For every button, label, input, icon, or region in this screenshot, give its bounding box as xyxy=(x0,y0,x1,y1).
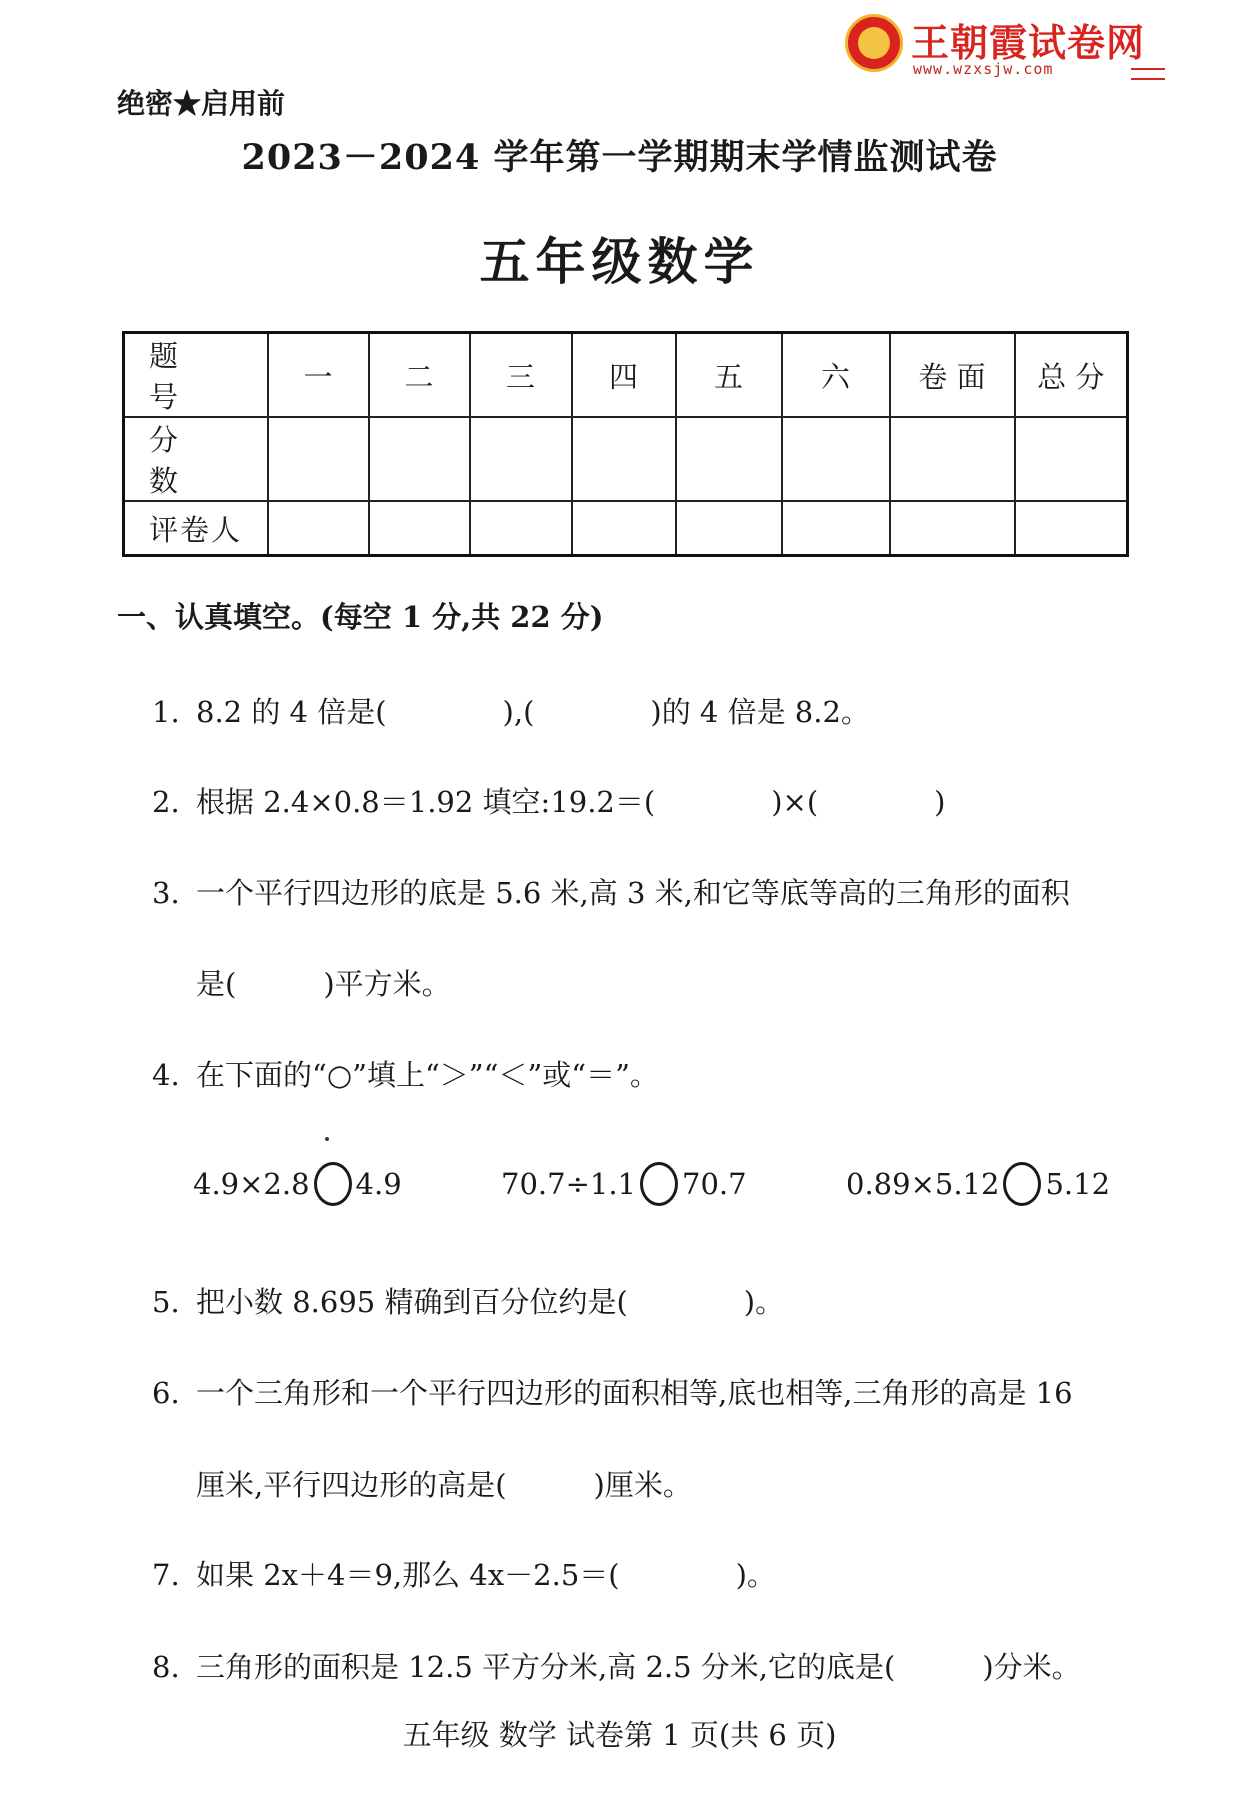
score-row xyxy=(124,417,1128,501)
score-cell[interactable] xyxy=(369,417,470,501)
header-cell: 一 xyxy=(268,333,369,418)
grader-cell[interactable] xyxy=(1015,501,1128,556)
header-cell: 总 分 xyxy=(1015,333,1128,418)
logo-badge-icon xyxy=(845,14,903,72)
score-cell[interactable] xyxy=(1015,417,1128,501)
header-cell: 六 xyxy=(782,333,890,418)
score-table-header-row xyxy=(124,333,1128,418)
compare-item xyxy=(501,1162,747,1206)
compare-right: 4.9 xyxy=(355,1167,402,1201)
question-text: 一个平行四边形的底是 5.6 米,高 3 米,和它等底等高的三角形的面积 xyxy=(196,876,1070,910)
question-number: 8. xyxy=(152,1650,180,1684)
header-cell: 二 xyxy=(369,333,470,418)
compare-item xyxy=(846,1162,1110,1206)
question-7 xyxy=(152,1553,776,1594)
question-text: 8.2 的 4 倍是( ),( )的 4 倍是 8.2。 xyxy=(196,695,870,729)
question-text: 把小数 8.695 精确到百分位约是( )。 xyxy=(196,1285,785,1319)
compare-left: 4.9×2.8 xyxy=(193,1167,310,1201)
question-text: 在下面的“○”填上“＞”“＜”或“＝”。 xyxy=(196,1058,659,1092)
secret-label: 绝密★启用前 xyxy=(117,87,286,120)
compare-right: 70.7 xyxy=(682,1167,747,1201)
row-label: 分 数 xyxy=(124,417,268,501)
question-number: 4. xyxy=(152,1058,180,1092)
logo-url: www.wzxsjw.com xyxy=(913,60,1054,78)
question-number: 7. xyxy=(152,1558,180,1592)
stray-mark xyxy=(325,1137,329,1141)
score-cell[interactable] xyxy=(268,417,369,501)
score-cell[interactable] xyxy=(572,417,676,501)
header-cell: 三 xyxy=(470,333,572,418)
grader-cell[interactable] xyxy=(470,501,572,556)
compare-circle-icon[interactable] xyxy=(640,1162,678,1206)
question-3 xyxy=(152,871,1070,912)
section-1-title: 一、认真填空。(每空 1 分,共 22 分) xyxy=(117,600,604,634)
compare-circle-icon[interactable] xyxy=(1003,1162,1041,1206)
question-number: 5. xyxy=(152,1285,180,1319)
question-2 xyxy=(152,780,945,821)
question-4 xyxy=(152,1053,659,1094)
compare-circle-icon[interactable] xyxy=(314,1162,352,1206)
question-8 xyxy=(152,1645,1081,1686)
question-6-continuation: 厘米,平行四边形的高是( )厘米。 xyxy=(196,1468,692,1502)
question-number: 1. xyxy=(152,695,180,729)
question-6 xyxy=(152,1371,1073,1412)
grader-cell[interactable] xyxy=(676,501,782,556)
score-cell[interactable] xyxy=(470,417,572,501)
grader-cell[interactable] xyxy=(369,501,470,556)
score-cell[interactable] xyxy=(782,417,890,501)
header-cell: 题 号 xyxy=(124,333,268,418)
header-cell: 四 xyxy=(572,333,676,418)
question-number: 3. xyxy=(152,876,180,910)
grader-cell[interactable] xyxy=(890,501,1015,556)
score-cell[interactable] xyxy=(890,417,1015,501)
question-text: 三角形的面积是 12.5 平方分米,高 2.5 分米,它的底是( )分米。 xyxy=(196,1650,1081,1684)
question-5 xyxy=(152,1280,784,1321)
question-1 xyxy=(152,690,870,731)
grader-row xyxy=(124,501,1128,556)
compare-right: 5.12 xyxy=(1045,1167,1111,1201)
subject-title: 五年级数学 xyxy=(479,232,760,291)
score-table xyxy=(122,331,1129,557)
header-cell: 五 xyxy=(676,333,782,418)
logo-decoration xyxy=(1131,68,1165,80)
header-cell: 卷 面 xyxy=(890,333,1015,418)
exam-title: 2023－2024 学年第一学期期末学情监测试卷 xyxy=(241,137,998,178)
grader-cell[interactable] xyxy=(782,501,890,556)
question-text: 一个三角形和一个平行四边形的面积相等,底也相等,三角形的高是 16 xyxy=(196,1376,1073,1410)
grader-cell[interactable] xyxy=(572,501,676,556)
compare-left: 0.89×5.12 xyxy=(846,1167,1000,1201)
page-footer: 五年级 数学 试卷第 1 页(共 6 页) xyxy=(402,1718,837,1752)
logo-name: 王朝霞试卷网 xyxy=(911,21,1146,65)
row-label: 评卷人 xyxy=(124,501,268,556)
question-number: 2. xyxy=(152,785,180,819)
site-logo xyxy=(845,12,1165,78)
compare-item xyxy=(193,1162,402,1206)
question-text: 如果 2x＋4＝9,那么 4x－2.5＝( )。 xyxy=(196,1558,776,1592)
question-3-continuation: 是( )平方米。 xyxy=(196,967,451,1001)
compare-left: 70.7÷1.1 xyxy=(501,1167,636,1201)
grader-cell[interactable] xyxy=(268,501,369,556)
question-number: 6. xyxy=(152,1376,180,1410)
question-text: 根据 2.4×0.8＝1.92 填空:19.2＝( )×( ) xyxy=(196,785,946,819)
score-cell[interactable] xyxy=(676,417,782,501)
